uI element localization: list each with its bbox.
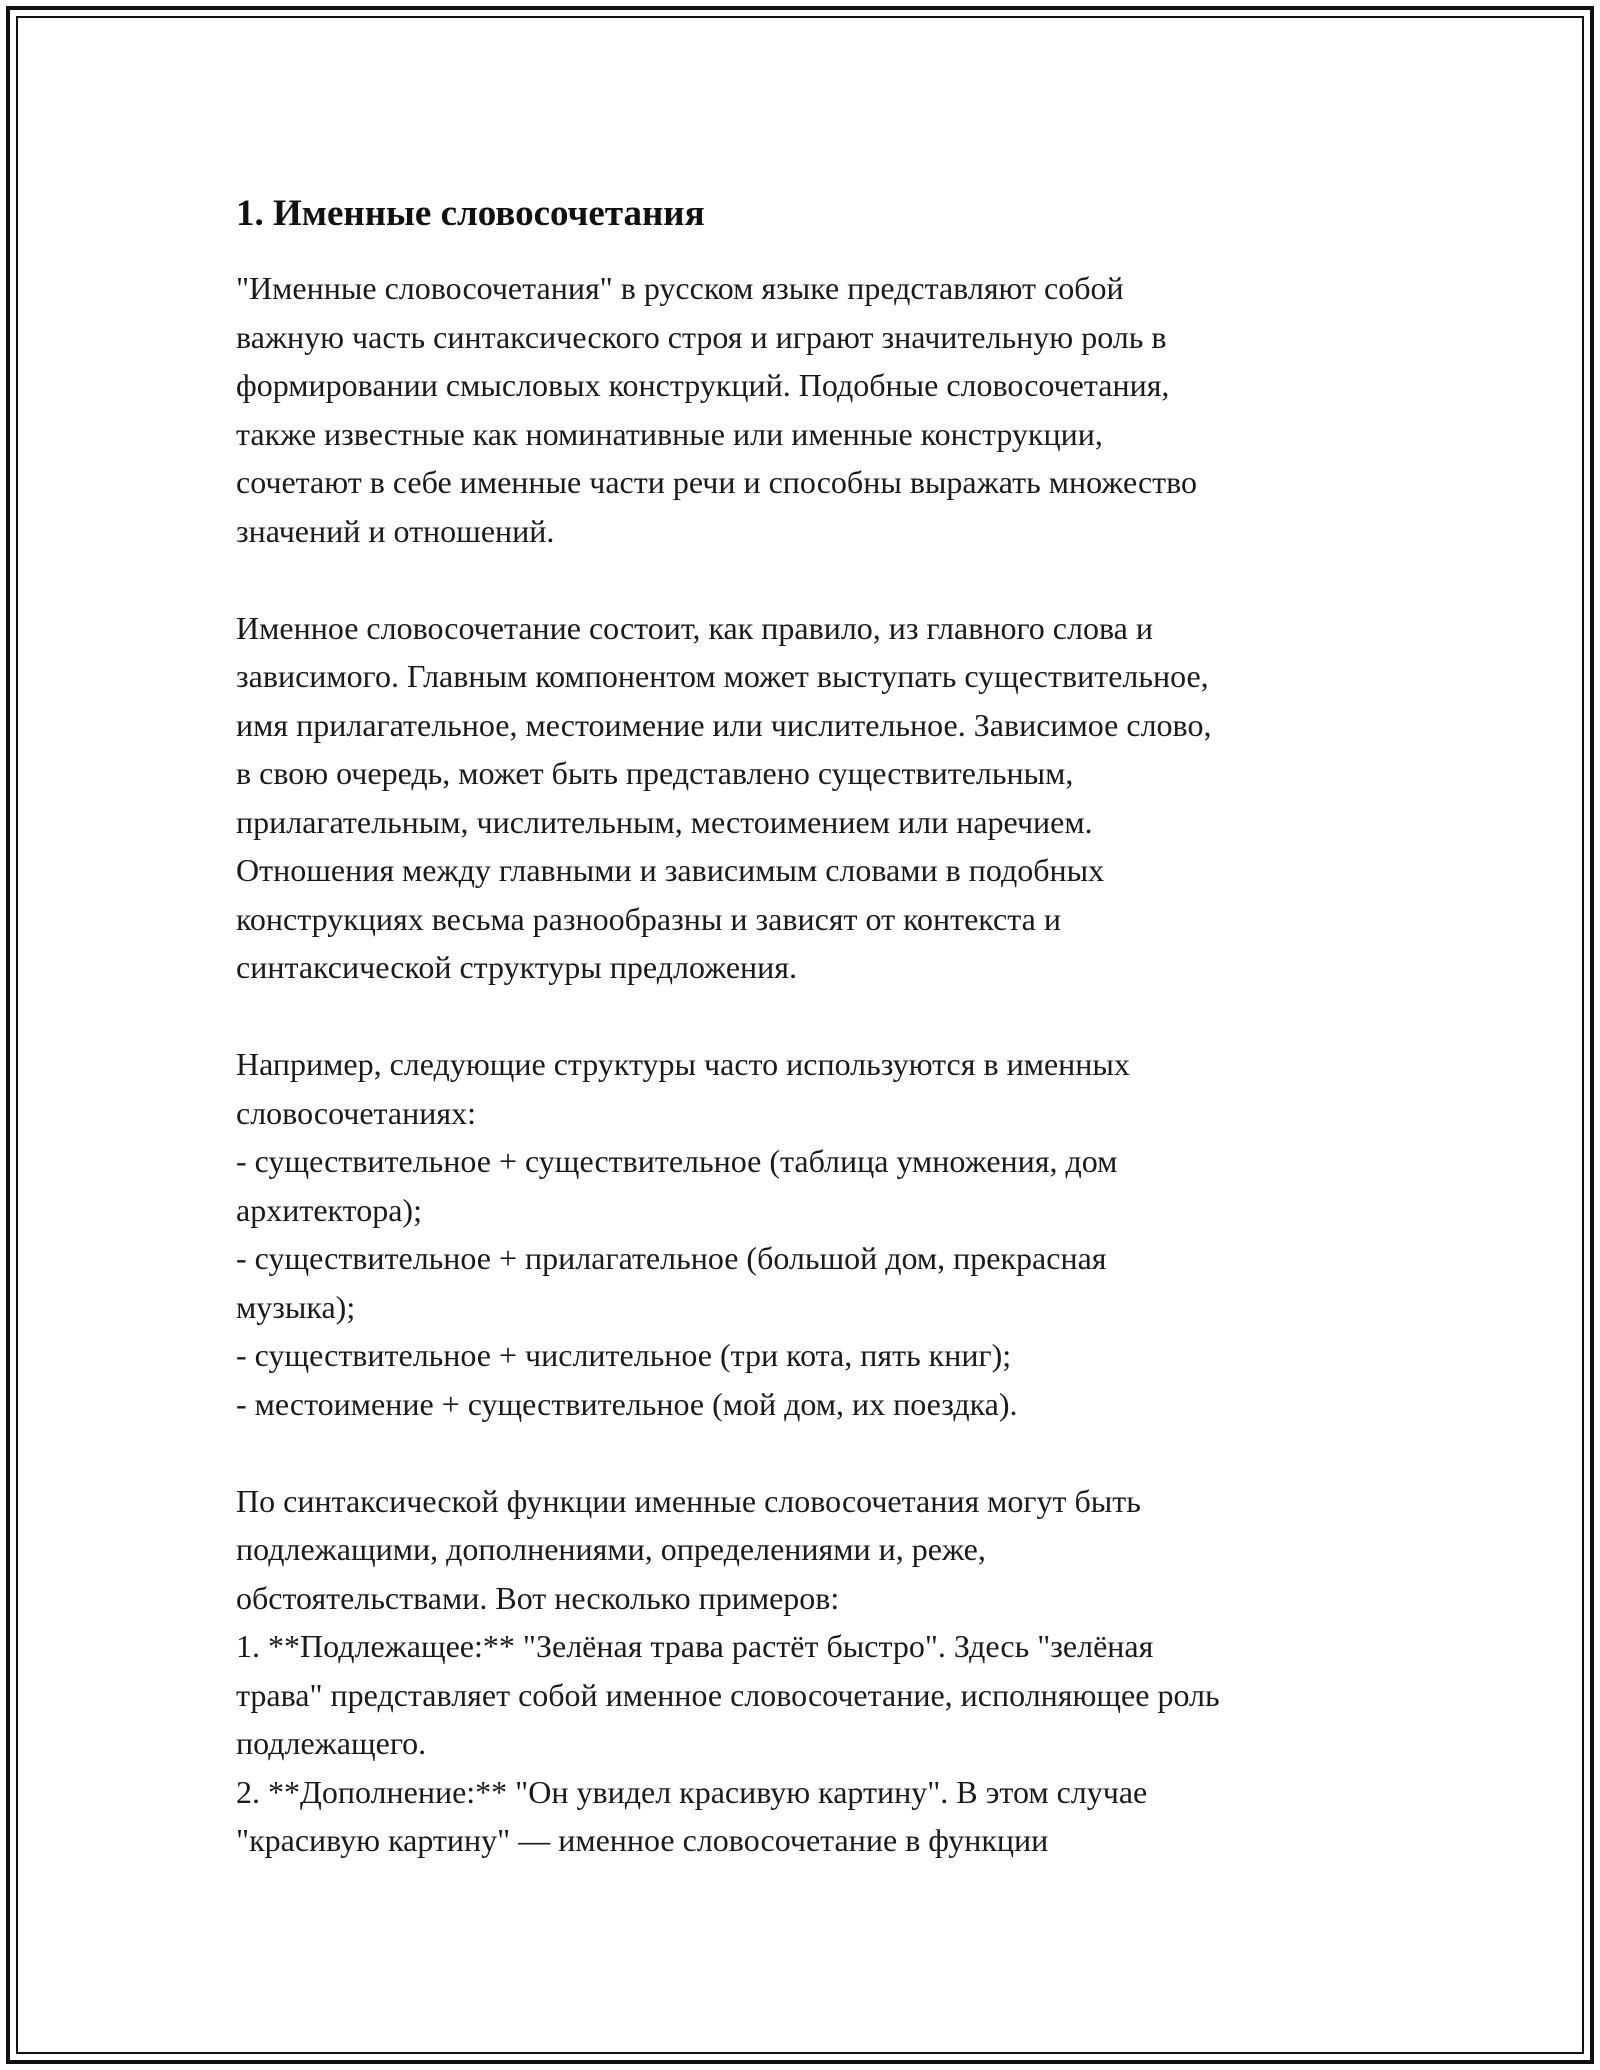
body-text [236,264,1386,1865]
text-line: Именное словосочетание состоит, как правило, из главного слова и [236,609,1153,646]
text-line: зависимого. Главным компонентом может выступать существительное, [236,658,1209,694]
list-item: - существительное + прилагательное (большой дом, прекрасная [236,1240,1107,1276]
document-body [236,188,1386,1913]
text-line: сочетают в себе именные части речи и способны выражать множество [236,464,1198,500]
text-line: также известные как номинативные или именные конструкции, [236,415,1103,452]
paragraph-3 [236,1040,1386,1428]
text-line: "Именные словосочетания" в русском языке представляют собой [236,270,1124,306]
list-item-continuation: архитектора); [236,1191,422,1228]
text-line: прилагательным, числительным, местоимением или наречием. [236,803,1093,840]
text-line: обстоятельствами. Вот несколько примеров: [236,1579,840,1616]
numbered-item-continuation: "красивую картину" — именное словосочетание в функции [236,1822,1049,1858]
text-line: имя прилагательное, местоимение или числительное. Зависимое слово, [236,706,1212,743]
paragraph-1 [236,264,1386,555]
list-item: - существительное + числительное (три кота, пять книг); [236,1337,1012,1373]
text-line: синтаксической структуры предложения. [236,949,798,985]
text-line: формировании смысловых конструкций. Подобные словосочетания, [236,367,1170,403]
text-line: конструкциях весьма разнообразны и зависят от контекста и [236,900,1061,937]
list-item: - существительное + существительное (таблица умножения, дом [236,1143,1118,1179]
numbered-item-continuation: подлежащего. [236,1725,427,1761]
text-line: По синтаксической функции именные словосочетания могут быть [236,1482,1141,1519]
numbered-item-continuation: трава" представляет собой именное словосочетание, исполняющее роль [236,1676,1220,1713]
paragraph-4 [236,1477,1386,1865]
list-item-continuation: музыка); [236,1288,356,1325]
section-heading: 1. Именные словосочетания [236,193,705,234]
numbered-item: 1. **Подлежащее:** "Зелёная трава растёт быстро". Здесь "зелёная [236,1628,1154,1664]
paragraph-2 [236,604,1386,992]
text-line: словосочетаниях: [236,1094,476,1131]
text-line: подлежащими, дополнениями, определениями и, реже, [236,1531,986,1567]
text-line: важную часть синтаксического строя и играют значительную роль в [236,318,1167,355]
numbered-item: 2. **Дополнение:** "Он увидел красивую картину". В этом случае [236,1773,1148,1810]
list-item: - местоимение + существительное (мой дом, их поездка). [236,1385,1018,1422]
text-line: в свою очередь, может быть представлено существительным, [236,755,1074,791]
text-line: значений и отношений. [236,512,555,549]
text-line: Отношения между главными и зависимым словами в подобных [236,852,1105,888]
text-line: Например, следующие структуры часто используются в именных [236,1046,1130,1082]
